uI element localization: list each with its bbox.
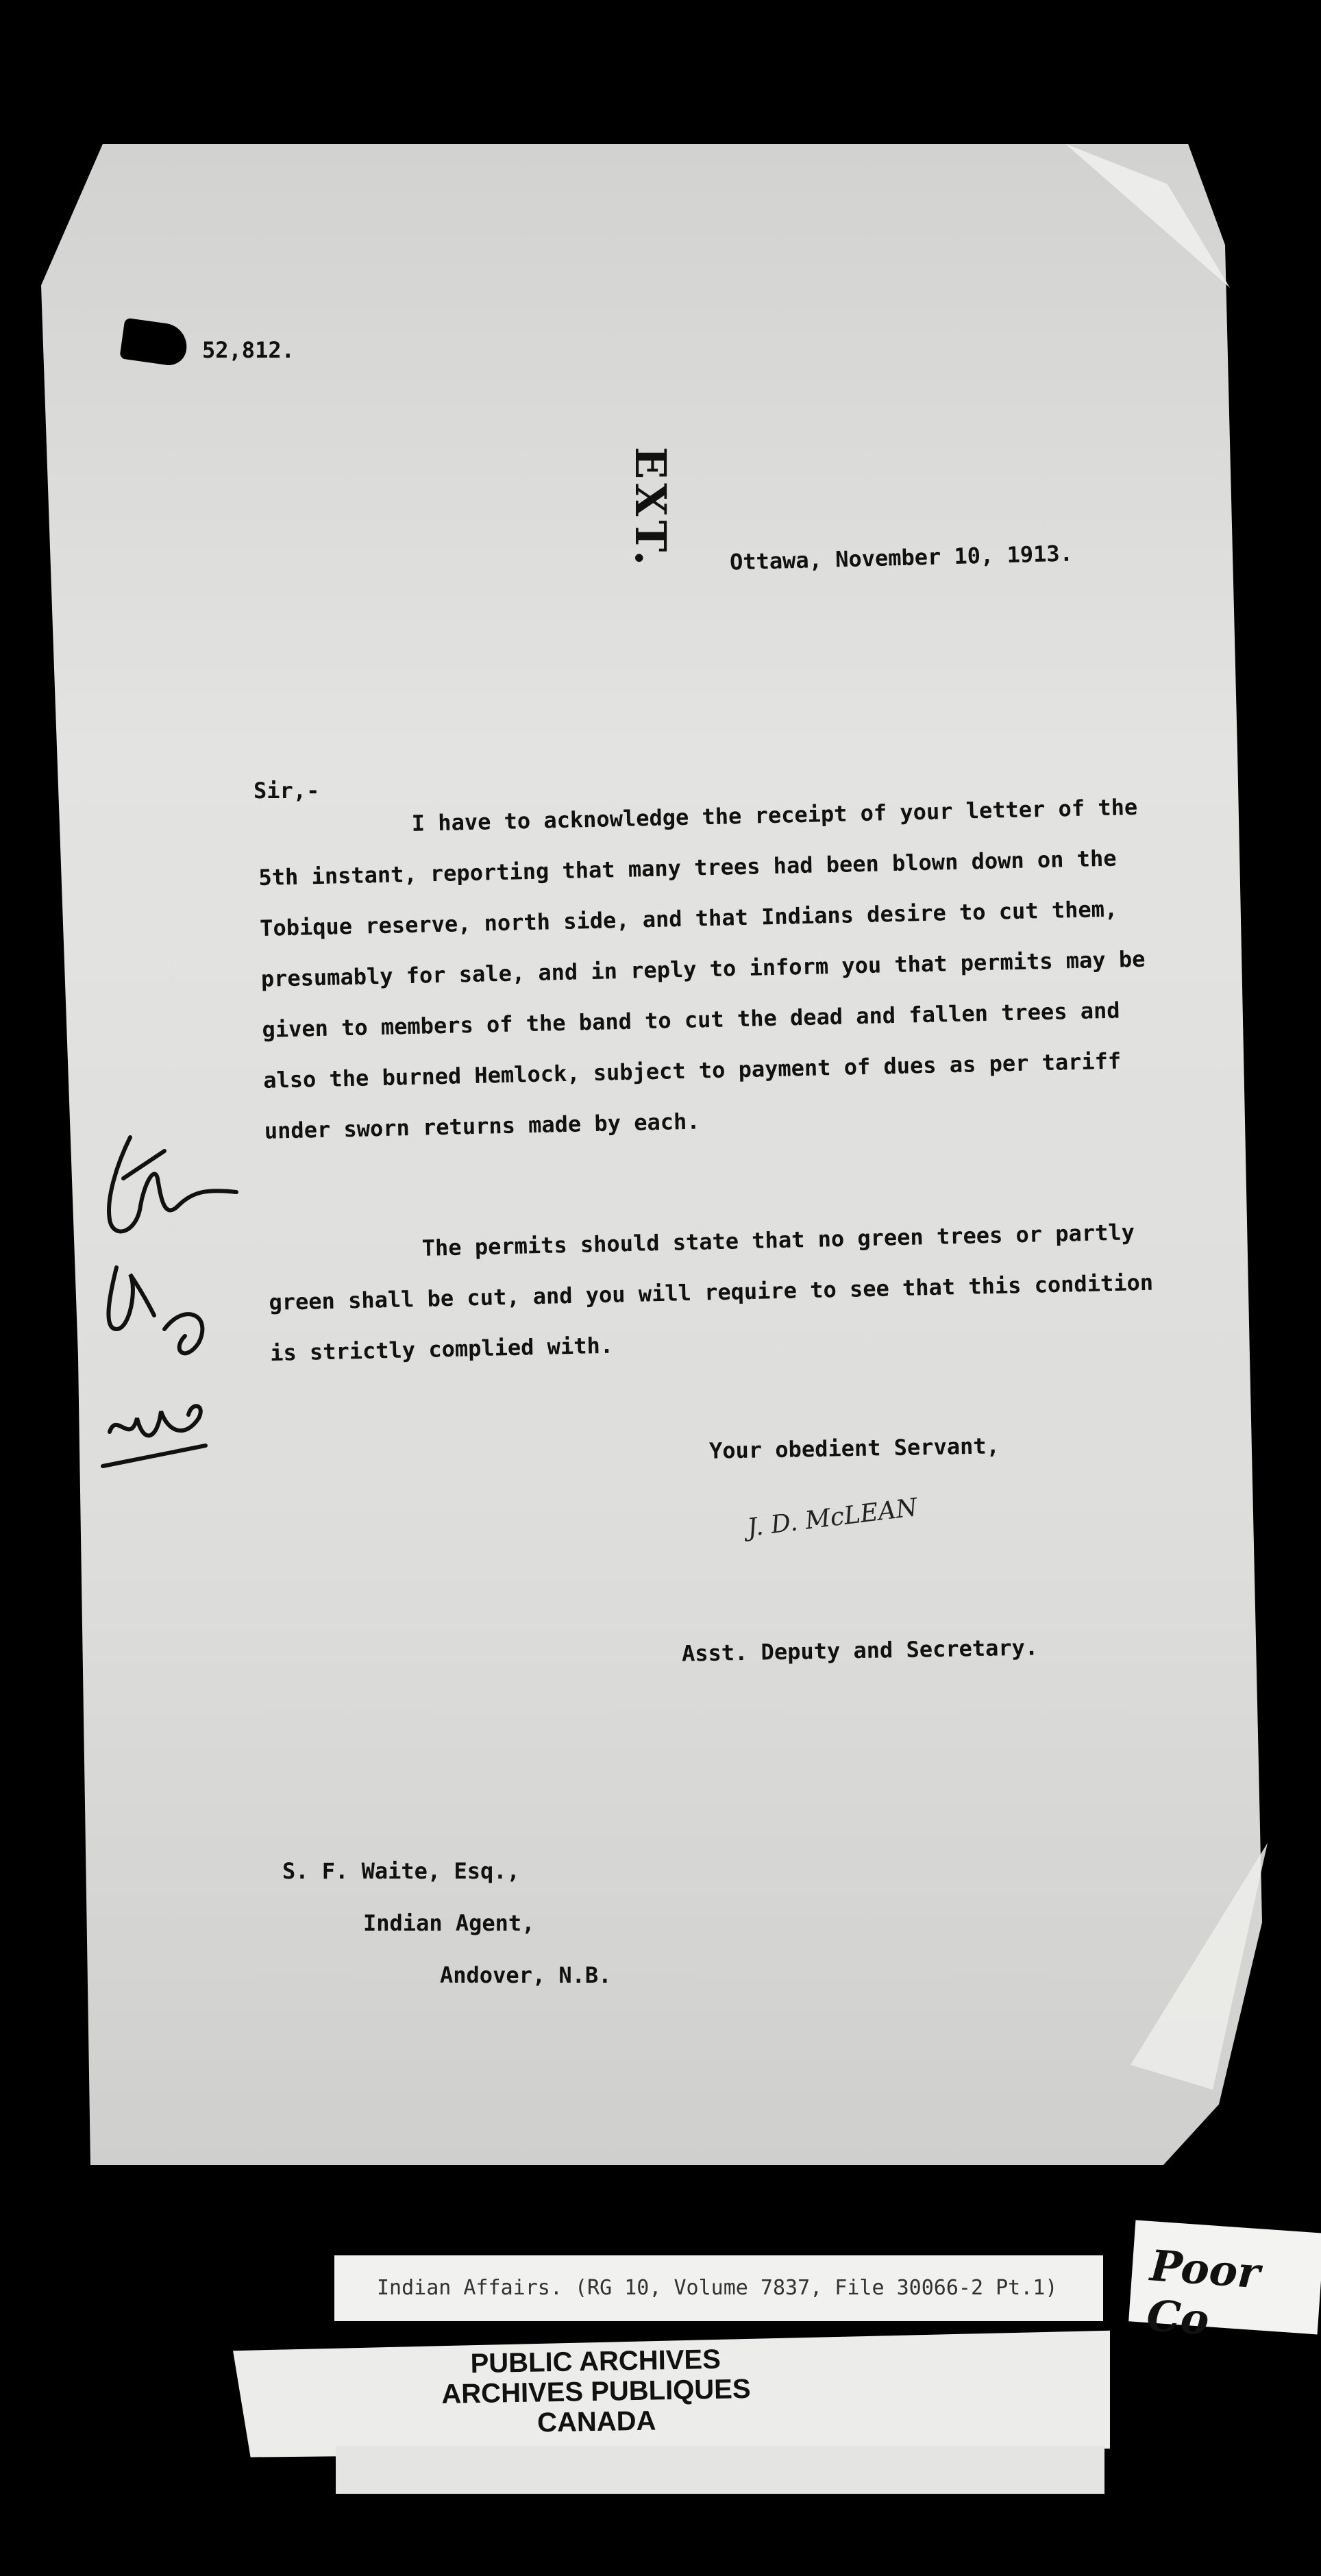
body-paragraph-1: I have to acknowledge the receipt of your letter of the 5th instant, reporting that many trees had been blown down on the Tobique reserve, north side, and that Indians desire to cut them, presumably for sale, and in reply to inform you that permits may be given to members of the band to cut the dead and fallen trees and also the burned Hemlock, subject to payment of dues as per tariff under sworn returns made by each. xyxy=(258,793,1146,1144)
archive-reference-label xyxy=(334,2255,1103,2321)
ext-stamp: EXT. xyxy=(626,446,676,570)
bottom-label-band xyxy=(336,2446,1104,2494)
file-number: 52,812. xyxy=(202,337,295,363)
body-paragraph-2: The permits should state that no green trees or partly green shall be cut, and you will require to see that this condition is strictly complied with. xyxy=(269,1219,1154,1366)
addressee-location: Andover, N.B. xyxy=(440,1962,612,1988)
addressee-name: S. F. Waite, Esq., xyxy=(282,1858,520,1884)
stamp-line-3: CANADA xyxy=(536,2405,656,2438)
signature-stamp: J. D. McLEAN xyxy=(745,1493,919,1543)
handwritten-initials xyxy=(89,1124,247,1507)
salutation: Sir,- xyxy=(254,778,320,804)
stamp-line-2: ARCHIVES PUBLIQUES xyxy=(441,2374,751,2410)
condition-tag-text: Poor Co xyxy=(1145,2240,1262,2345)
dateline: Ottawa, November 10, 1913. xyxy=(729,540,1074,575)
condition-tag xyxy=(1128,2220,1321,2345)
addressee-position: Indian Agent, xyxy=(363,1910,535,1936)
archives-stamp xyxy=(342,2342,850,2442)
signer-title: Asst. Deputy and Secretary. xyxy=(681,1634,1039,1667)
archive-reference: Indian Affairs. (RG 10, Volume 7837, File 30066-2 Pt.1) xyxy=(377,2276,1058,2300)
stamp-line-1: PUBLIC ARCHIVES xyxy=(470,2344,721,2379)
closing: Your obedient Servant, xyxy=(708,1433,1000,1464)
